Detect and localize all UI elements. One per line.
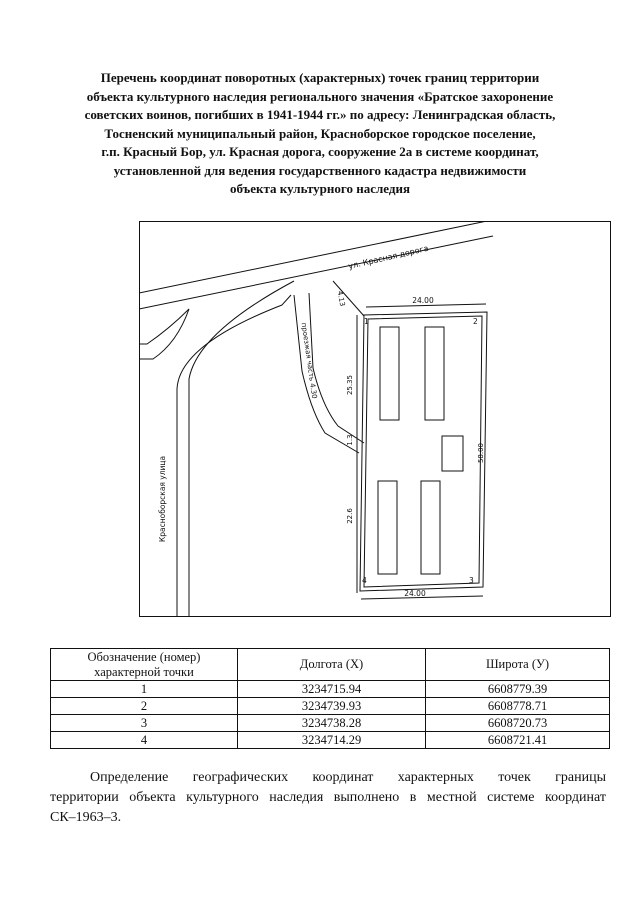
street-top-edge-lower	[139, 236, 493, 309]
cell-point: 1	[51, 681, 238, 698]
document-title	[40, 69, 600, 199]
left-small-dimension-label: 1.3	[346, 434, 354, 446]
right-dimension-label: 58.00	[477, 442, 485, 464]
top-dimension-label: 24.00	[412, 296, 434, 305]
left-upper-dimension-label: 25.35	[346, 374, 354, 396]
driveway-label: проезжая часть 4.30	[299, 322, 319, 400]
cell-longitude: 3234714.29	[238, 732, 426, 749]
street-top-edge-upper	[139, 221, 487, 293]
cell-longitude: 3234739.93	[238, 698, 426, 715]
note-line: территории объекта культурного наследия выполнено в местной системе координат	[50, 790, 606, 805]
table-row	[51, 681, 610, 698]
point-label-4: 4	[362, 576, 367, 585]
cell-point: 4	[51, 732, 238, 749]
title-line: установленной для ведения государственного кадастра недвижимости	[113, 162, 527, 178]
cell-longitude: 3234738.28	[238, 715, 426, 732]
cell-latitude: 6608721.41	[426, 732, 610, 749]
note-line: Определение географических координат характерных точек границы	[90, 770, 606, 785]
parcel-boundary-outer	[360, 312, 487, 591]
street-left-label: Красноборская улица	[158, 455, 167, 543]
table-row	[51, 698, 610, 715]
grave-block	[380, 327, 399, 420]
point-label-1: 1	[364, 317, 369, 326]
col-header-longitude: Долгота (X)	[238, 649, 426, 681]
table-header-row	[51, 649, 610, 681]
title-line: советских воинов, погибших в 1941-1944 гг.» по адресу: Ленинградская область,	[84, 107, 556, 122]
col-header-point: Обозначение (номер) характерной точки	[51, 649, 238, 681]
title-line: Перечень координат поворотных (характерных) точек границ территории	[100, 70, 540, 85]
cell-point: 3	[51, 715, 238, 732]
street-top-label: ул. Красная дорога	[347, 243, 430, 271]
note-line: СК–1963–3.	[50, 810, 122, 825]
title-line: объекта культурного наследия	[230, 181, 410, 196]
street-left-edge-right	[189, 281, 294, 616]
cell-latitude: 6608779.39	[426, 681, 610, 698]
point-label-3: 3	[469, 576, 474, 585]
grave-block	[425, 327, 444, 420]
table-row	[51, 732, 610, 749]
table-row	[51, 715, 610, 732]
site-plan-drawing	[139, 221, 611, 617]
grave-block	[442, 436, 463, 471]
cell-latitude: 6608720.73	[426, 715, 610, 732]
driveway-edge-right	[309, 293, 364, 446]
cell-latitude: 6608778.71	[426, 698, 610, 715]
parcel-boundary-inner	[364, 316, 482, 587]
left-lower-dimension-label: 22.6	[346, 508, 354, 524]
title-line: объекта культурного наследия регионального значения «Братское захоронение	[86, 88, 554, 104]
point-label-2: 2	[473, 317, 478, 326]
plan-frame	[140, 222, 611, 617]
bottom-dimension-label: 24.00	[404, 589, 426, 598]
driveway-edge-left	[294, 295, 359, 453]
cell-longitude: 3234715.94	[238, 681, 426, 698]
street-left-edge-left	[177, 295, 291, 616]
col-header-latitude: Широта (У)	[426, 649, 610, 681]
coordinate-system-note	[50, 768, 606, 828]
coordinates-table	[50, 648, 610, 749]
grave-block	[421, 481, 440, 574]
diag-dimension-label: 4.13	[335, 290, 347, 308]
site-plan	[139, 221, 611, 617]
title-line: г.п. Красный Бор, ул. Красная дорога, сооружение 2а в системе координат,	[101, 144, 539, 159]
grave-block	[378, 481, 397, 574]
title-line: Тосненский муниципальный район, Красноборское городское поселение,	[104, 125, 536, 141]
cell-point: 2	[51, 698, 238, 715]
